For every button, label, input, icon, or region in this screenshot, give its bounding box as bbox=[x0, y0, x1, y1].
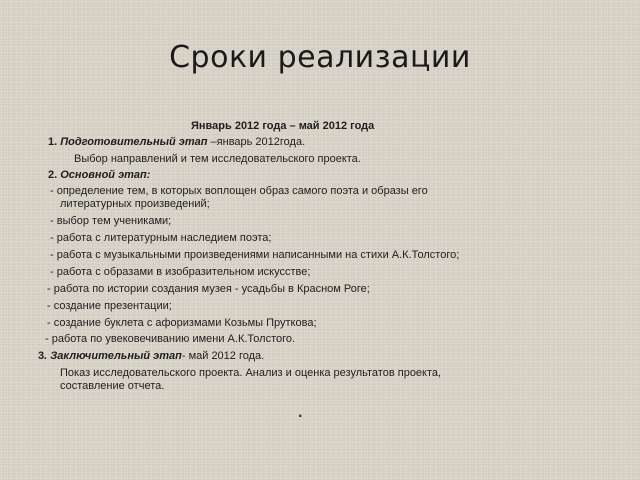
stage2-name: Основной этап: bbox=[60, 169, 151, 181]
stage2-line bbox=[48, 169, 150, 182]
stage3-name: . Заключительный этап bbox=[44, 350, 182, 362]
stage1-period: –январь 2012года. bbox=[207, 136, 306, 148]
stage2-item: - работа по увековечиванию имени А.К.Толстого. bbox=[45, 333, 296, 345]
period-line: Январь 2012 года – май 2012 года bbox=[191, 120, 375, 132]
stage1-name: Подготовительный этап bbox=[60, 136, 208, 148]
stage2-item: - создание презентации; bbox=[47, 300, 172, 312]
stage1-line bbox=[48, 136, 305, 149]
stage2-item: - определение тем, в которых воплощен образ самого поэта и образы его bbox=[50, 185, 428, 197]
stage3-detail-line2: составление отчета. bbox=[60, 380, 165, 392]
stage2-item: - работа по истории создания музея - усадьбы в Красном Роге; bbox=[47, 283, 370, 295]
stage2-item: - работа с образами в изобразительном искусстве; bbox=[50, 266, 311, 278]
stage1-number: 1. bbox=[48, 136, 58, 148]
stage2-item: - работа с музыкальными произведениями написанными на стихи А.К.Толстого; bbox=[50, 249, 460, 261]
stage2-item: - работа с литературным наследием поэта; bbox=[50, 232, 272, 244]
stage3-line bbox=[38, 350, 264, 363]
stage2-item: - выбор тем учениками; bbox=[50, 215, 172, 227]
stage1-detail: Выбор направлений и тем исследовательского проекта. bbox=[74, 153, 361, 165]
stage3-period: - май 2012 года. bbox=[181, 350, 265, 362]
trailing-dot: . bbox=[298, 404, 303, 421]
stage2-item: - создание буклета с афоризмами Козьмы Пруткова; bbox=[47, 317, 317, 329]
stage3-detail-line1: Показ исследовательского проекта. Анализ и оценка результатов проекта, bbox=[60, 367, 442, 379]
stage2-item: литературных произведений; bbox=[60, 198, 210, 210]
slide-title: Сроки реализации bbox=[169, 40, 471, 75]
stage2-number: 2. bbox=[48, 169, 58, 181]
stage3-number: 3 bbox=[38, 350, 45, 362]
